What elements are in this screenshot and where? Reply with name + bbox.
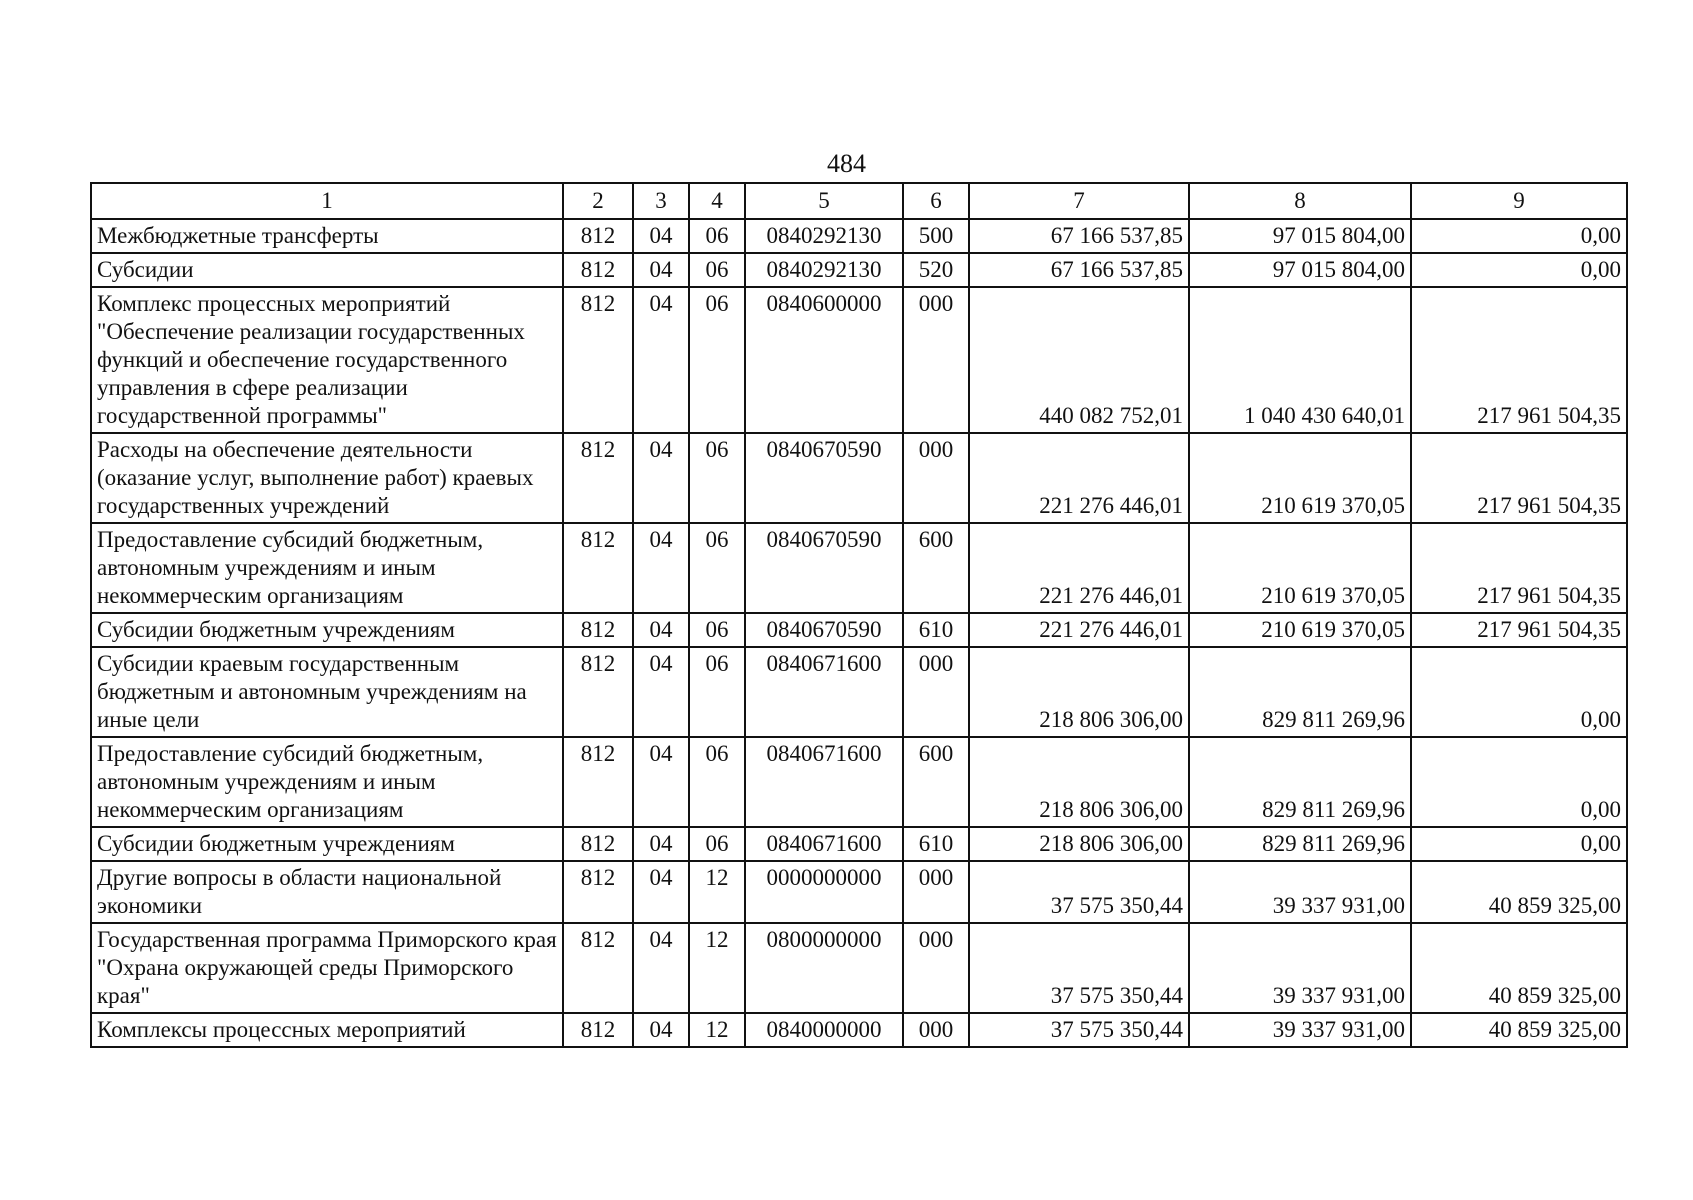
expense-name: Комплекс процессных мероприятий "Обеспечение реализации государственных функций и обеспечение государственного управления в сфере реализации государственной программы" — [91, 287, 563, 433]
expense-type-code: 520 — [903, 253, 969, 287]
expense-name: Межбюджетные трансферты — [91, 219, 563, 253]
amount-col7: 218 806 306,00 — [969, 827, 1189, 861]
table-row — [91, 523, 1627, 613]
section-code: 04 — [633, 861, 689, 923]
expense-name: Субсидии — [91, 253, 563, 287]
amount-col7: 218 806 306,00 — [969, 737, 1189, 827]
amount-col9: 217 961 504,35 — [1411, 523, 1627, 613]
section-code: 04 — [633, 1013, 689, 1047]
subsection-code: 12 — [689, 1013, 745, 1047]
column-header: 5 — [745, 183, 903, 219]
expense-name: Государственная программа Приморского края "Охрана окружающей среды Приморского края" — [91, 923, 563, 1013]
amount-col9: 0,00 — [1411, 737, 1627, 827]
expense-type-code: 600 — [903, 737, 969, 827]
target-item-code: 0840671600 — [745, 827, 903, 861]
amount-col8: 210 619 370,05 — [1189, 523, 1411, 613]
expense-name: Субсидии бюджетным учреждениям — [91, 827, 563, 861]
section-code: 04 — [633, 737, 689, 827]
amount-col7: 67 166 537,85 — [969, 219, 1189, 253]
header-row — [91, 183, 1627, 219]
amount-col8: 829 811 269,96 — [1189, 647, 1411, 737]
subsection-code: 06 — [689, 219, 745, 253]
target-item-code: 0840292130 — [745, 253, 903, 287]
target-item-code: 0840670590 — [745, 523, 903, 613]
amount-col9: 0,00 — [1411, 219, 1627, 253]
expense-type-code: 000 — [903, 647, 969, 737]
column-header: 7 — [969, 183, 1189, 219]
subsection-code: 06 — [689, 827, 745, 861]
expense-name: Комплексы процессных мероприятий — [91, 1013, 563, 1047]
amount-col8: 97 015 804,00 — [1189, 253, 1411, 287]
ministry-code: 812 — [563, 219, 633, 253]
column-header: 2 — [563, 183, 633, 219]
amount-col7: 221 276 446,01 — [969, 433, 1189, 523]
target-item-code: 0840000000 — [745, 1013, 903, 1047]
section-code: 04 — [633, 647, 689, 737]
amount-col8: 210 619 370,05 — [1189, 613, 1411, 647]
column-header: 3 — [633, 183, 689, 219]
subsection-code: 06 — [689, 647, 745, 737]
expense-name: Субсидии краевым государственным бюджетным и автономным учреждениям на иные цели — [91, 647, 563, 737]
ministry-code: 812 — [563, 827, 633, 861]
expense-name: Другие вопросы в области национальной экономики — [91, 861, 563, 923]
section-code: 04 — [633, 613, 689, 647]
amount-col9: 217 961 504,35 — [1411, 433, 1627, 523]
target-item-code: 0840670590 — [745, 433, 903, 523]
section-code: 04 — [633, 433, 689, 523]
amount-col7: 440 082 752,01 — [969, 287, 1189, 433]
expense-type-code: 000 — [903, 861, 969, 923]
target-item-code: 0000000000 — [745, 861, 903, 923]
amount-col9: 217 961 504,35 — [1411, 613, 1627, 647]
amount-col8: 39 337 931,00 — [1189, 861, 1411, 923]
amount-col7: 37 575 350,44 — [969, 923, 1189, 1013]
table-row — [91, 613, 1627, 647]
column-header: 6 — [903, 183, 969, 219]
subsection-code: 06 — [689, 613, 745, 647]
ministry-code: 812 — [563, 861, 633, 923]
expense-type-code: 000 — [903, 287, 969, 433]
amount-col9: 40 859 325,00 — [1411, 923, 1627, 1013]
expense-type-code: 000 — [903, 433, 969, 523]
table-row — [91, 737, 1627, 827]
expense-type-code: 500 — [903, 219, 969, 253]
amount-col9: 0,00 — [1411, 647, 1627, 737]
subsection-code: 06 — [689, 433, 745, 523]
ministry-code: 812 — [563, 613, 633, 647]
amount-col8: 1 040 430 640,01 — [1189, 287, 1411, 433]
table-row — [91, 923, 1627, 1013]
amount-col7: 37 575 350,44 — [969, 1013, 1189, 1047]
amount-col9: 40 859 325,00 — [1411, 861, 1627, 923]
table-row — [91, 219, 1627, 253]
page-number: 484 — [827, 149, 866, 178]
ministry-code: 812 — [563, 1013, 633, 1047]
section-code: 04 — [633, 923, 689, 1013]
expense-type-code: 000 — [903, 923, 969, 1013]
column-header: 9 — [1411, 183, 1627, 219]
expense-name: Предоставление субсидий бюджетным, автономным учреждениям и иным некоммерческим организациям — [91, 523, 563, 613]
amount-col9: 0,00 — [1411, 253, 1627, 287]
subsection-code: 06 — [689, 253, 745, 287]
target-item-code: 0840292130 — [745, 219, 903, 253]
column-header: 1 — [91, 183, 563, 219]
amount-col9: 40 859 325,00 — [1411, 1013, 1627, 1047]
target-item-code: 0800000000 — [745, 923, 903, 1013]
expense-name: Расходы на обеспечение деятельности (оказание услуг, выполнение работ) краевых государственных учреждений — [91, 433, 563, 523]
table-row — [91, 827, 1627, 861]
section-code: 04 — [633, 253, 689, 287]
target-item-code: 0840600000 — [745, 287, 903, 433]
expense-type-code: 600 — [903, 523, 969, 613]
ministry-code: 812 — [563, 523, 633, 613]
table-row — [91, 647, 1627, 737]
target-item-code: 0840670590 — [745, 613, 903, 647]
amount-col8: 97 015 804,00 — [1189, 219, 1411, 253]
amount-col9: 0,00 — [1411, 827, 1627, 861]
ministry-code: 812 — [563, 287, 633, 433]
ministry-code: 812 — [563, 253, 633, 287]
subsection-code: 06 — [689, 523, 745, 613]
amount-col7: 221 276 446,01 — [969, 523, 1189, 613]
column-header: 8 — [1189, 183, 1411, 219]
amount-col9: 217 961 504,35 — [1411, 287, 1627, 433]
amount-col8: 829 811 269,96 — [1189, 737, 1411, 827]
subsection-code: 12 — [689, 923, 745, 1013]
amount-col8: 829 811 269,96 — [1189, 827, 1411, 861]
amount-col7: 218 806 306,00 — [969, 647, 1189, 737]
ministry-code: 812 — [563, 737, 633, 827]
amount-col7: 221 276 446,01 — [969, 613, 1189, 647]
section-code: 04 — [633, 827, 689, 861]
target-item-code: 0840671600 — [745, 737, 903, 827]
expense-type-code: 610 — [903, 827, 969, 861]
ministry-code: 812 — [563, 433, 633, 523]
subsection-code: 06 — [689, 287, 745, 433]
subsection-code: 12 — [689, 861, 745, 923]
amount-col7: 37 575 350,44 — [969, 861, 1189, 923]
ministry-code: 812 — [563, 923, 633, 1013]
section-code: 04 — [633, 219, 689, 253]
amount-col8: 39 337 931,00 — [1189, 1013, 1411, 1047]
section-code: 04 — [633, 287, 689, 433]
target-item-code: 0840671600 — [745, 647, 903, 737]
table-row — [91, 861, 1627, 923]
amount-col7: 67 166 537,85 — [969, 253, 1189, 287]
column-header: 4 — [689, 183, 745, 219]
table-row — [91, 287, 1627, 433]
expense-type-code: 000 — [903, 1013, 969, 1047]
section-code: 04 — [633, 523, 689, 613]
table-row — [91, 253, 1627, 287]
expense-name: Предоставление субсидий бюджетным, автономным учреждениям и иным некоммерческим организациям — [91, 737, 563, 827]
amount-col8: 39 337 931,00 — [1189, 923, 1411, 1013]
ministry-code: 812 — [563, 647, 633, 737]
table-row — [91, 1013, 1627, 1047]
budget-table — [90, 182, 1628, 1048]
expense-name: Субсидии бюджетным учреждениям — [91, 613, 563, 647]
amount-col8: 210 619 370,05 — [1189, 433, 1411, 523]
subsection-code: 06 — [689, 737, 745, 827]
expense-type-code: 610 — [903, 613, 969, 647]
table-row — [91, 433, 1627, 523]
